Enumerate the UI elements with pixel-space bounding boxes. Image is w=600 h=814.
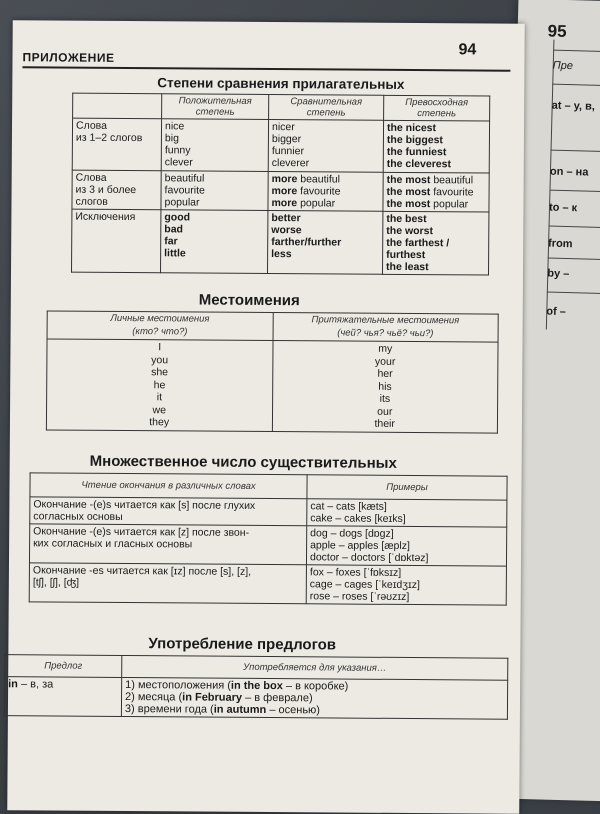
word: better <box>271 212 301 225</box>
column-header: Положительная степень <box>162 94 269 120</box>
column-header-line: Личные местоимения <box>110 312 210 325</box>
usage-text: – в коробке) <box>282 680 349 693</box>
word: the nicest <box>386 121 437 135</box>
word: nicer <box>271 121 295 134</box>
word <box>387 186 486 199</box>
usage-text: 1) местоположения ( <box>125 679 231 692</box>
word: bigger <box>271 133 302 146</box>
word: the worst <box>386 224 434 238</box>
divider <box>552 84 600 87</box>
usage-text: – в феврале) <box>242 691 313 705</box>
example: cake – cakes [keɪks] <box>310 512 406 525</box>
table-row <box>72 118 489 173</box>
rule-line: ких согласных и гласных основы <box>33 537 193 551</box>
word: funnier <box>271 145 305 158</box>
pronoun: you <box>151 353 169 366</box>
word-stem: beautiful <box>300 173 341 186</box>
column-header <box>47 311 273 341</box>
word-stem: favourite <box>300 185 341 198</box>
table-header-row <box>47 311 498 342</box>
example: dog – dogs [dɒgz] <box>310 527 394 540</box>
word: worse <box>271 224 302 237</box>
example: fox – foxes [ˈfɒksɪz] <box>309 566 402 579</box>
table-row <box>72 170 489 212</box>
plurals-title: Множественное число существительных <box>89 452 397 472</box>
page-number: 94 <box>458 41 477 59</box>
preposition: in <box>8 678 18 691</box>
row-label-line: из 1–2 слогов <box>75 131 143 145</box>
rule-line: Окончание -es читается как [ɪz] после [s], [z], <box>32 564 252 578</box>
word-stem: favourite <box>433 186 474 199</box>
word: farther/further <box>271 236 342 249</box>
word-prefix: more <box>271 197 298 210</box>
pronoun: our <box>377 405 393 418</box>
pronouns-table <box>46 310 499 433</box>
pronoun: they <box>149 416 170 429</box>
section-title: ПРИЛОЖЕНИЕ <box>22 50 115 65</box>
pronoun: his <box>378 380 392 393</box>
possessive-pronouns-cell <box>272 341 498 433</box>
table-row <box>46 339 498 433</box>
usage-text: 3) времени года ( <box>124 703 214 716</box>
column-header: Превосходная степень <box>384 95 490 121</box>
personal-pronouns-cell <box>46 339 272 431</box>
word-prefix: the most <box>386 197 431 211</box>
pronoun: my <box>378 342 393 355</box>
word: good <box>164 211 191 224</box>
table-header-row <box>73 93 490 121</box>
word: furthest <box>386 248 426 262</box>
row-label-line: Исключения <box>75 210 136 224</box>
word: the cleverest <box>386 157 452 171</box>
row-label-line: из 3 и более <box>75 183 137 197</box>
word: the best <box>386 212 427 226</box>
divider <box>547 292 600 295</box>
examples-cell <box>306 526 506 566</box>
row-label-line: Слова <box>75 119 108 132</box>
row-label-line: слогов <box>75 195 108 208</box>
rule-line: [tʃ], [ʃ], [ʤ] <box>32 576 80 589</box>
usage-cell <box>121 677 507 719</box>
word: funny <box>164 144 191 157</box>
pronoun: its <box>379 392 391 405</box>
next-page-row: from <box>547 237 573 251</box>
word <box>271 197 379 210</box>
comparative-cell <box>268 211 383 275</box>
row-label <box>72 209 161 273</box>
pronoun: their <box>374 417 395 430</box>
superlative-cell <box>383 172 489 212</box>
word-prefix: more <box>271 185 298 198</box>
word: favourite <box>164 184 205 197</box>
column-header: Примеры <box>307 475 507 500</box>
example: cat – cats [kæts] <box>310 500 387 513</box>
column-header: Предлог <box>5 655 122 678</box>
word: the farthest / <box>386 236 450 250</box>
word-stem: popular <box>300 197 336 210</box>
word <box>387 174 486 187</box>
prepositions-title: Употребление предлогов <box>148 635 337 654</box>
pronoun: we <box>152 403 167 416</box>
word-stem: popular <box>433 198 469 211</box>
column-header: Употребляется для указания… <box>122 655 508 680</box>
examples-cell <box>306 565 506 605</box>
word: the funniest <box>386 145 447 159</box>
example: rose – roses [ˈrəʊzɪz] <box>309 590 410 604</box>
rule-line: Окончание -(e)s читается как [z] после звон- <box>33 525 250 539</box>
rule-cell <box>30 497 307 526</box>
column-header: Сравнительная степень <box>269 95 384 121</box>
word <box>386 198 485 211</box>
next-page-row: at – у, в, <box>551 99 596 113</box>
pronoun: it <box>156 391 163 404</box>
pronoun: she <box>151 366 169 379</box>
table-row <box>30 497 507 527</box>
positive-cell <box>161 119 268 172</box>
divider <box>548 258 600 261</box>
adjectives-title: Степени сравнения прилагательных <box>157 75 405 92</box>
word: big <box>164 132 180 145</box>
rule-line: Окончание -(e)s читается как [s] после глухих <box>33 498 256 512</box>
row-label-line: Слова <box>75 171 107 184</box>
word: nice <box>164 120 185 133</box>
word <box>272 185 380 198</box>
word: far <box>164 235 178 248</box>
rule-cell <box>29 563 306 604</box>
table-row <box>29 563 506 605</box>
table-row <box>29 524 506 566</box>
table-row <box>4 677 507 720</box>
comparative-cell <box>268 120 383 173</box>
next-page-number: 95 <box>547 21 567 41</box>
pronoun: I <box>158 341 162 354</box>
word: the least <box>386 260 429 274</box>
word-stem: beautiful <box>433 174 474 187</box>
word <box>272 173 380 186</box>
column-header-line: (кто? что?) <box>132 325 188 337</box>
word: popular <box>164 196 200 209</box>
pronoun: he <box>153 378 166 391</box>
word-prefix: more <box>271 173 298 186</box>
usage-example: in the box <box>230 679 283 693</box>
comparative-cell <box>268 172 383 212</box>
table-header-row <box>30 473 507 500</box>
positive-cell <box>161 171 268 211</box>
word: beautiful <box>164 172 205 185</box>
word: less <box>271 248 292 261</box>
rule-cell <box>29 524 306 565</box>
column-header-line: (чей? чья? чьё? чьи?) <box>337 326 434 339</box>
usage-line <box>125 703 504 718</box>
prepositions-table <box>4 654 508 720</box>
empty-header-cell <box>73 93 162 119</box>
pronoun: your <box>374 355 396 368</box>
usage-text: 2) месяца ( <box>124 691 183 704</box>
row-label <box>72 170 161 210</box>
divider <box>549 190 600 193</box>
next-page-row: to – к <box>548 201 578 215</box>
column-header: Чтение окончания в различных словах <box>30 473 307 499</box>
next-page-row: on – на <box>549 165 589 179</box>
pronouns-title: Местоимения <box>198 291 300 310</box>
divider <box>553 50 600 53</box>
column-header <box>273 313 499 343</box>
superlative-cell <box>382 211 488 275</box>
word: the biggest <box>386 133 443 147</box>
example: cage – cages [ˈkeɪdʒɪz] <box>309 578 420 592</box>
examples-cell <box>307 499 507 527</box>
word: bad <box>164 223 184 236</box>
word-prefix: the most <box>386 185 431 199</box>
word: little <box>164 247 186 260</box>
header-rule <box>22 66 510 71</box>
usage-text: – осенью) <box>266 704 321 717</box>
next-page-row: by – <box>547 267 570 281</box>
divider <box>551 150 600 153</box>
example: apple – apples [æplz] <box>310 539 410 553</box>
superlative-cell <box>383 120 489 173</box>
column-header-line: Притяжательные местоимения <box>311 314 460 327</box>
preposition-translation: – в, за <box>17 678 54 691</box>
adjectives-table <box>71 93 490 276</box>
example: doctor – doctors [ˈdɒktəz] <box>309 551 429 565</box>
preposition-cell <box>4 677 121 717</box>
table-row <box>72 209 489 275</box>
positive-cell <box>161 210 268 274</box>
book-page <box>7 20 525 814</box>
word-prefix: the most <box>386 173 431 187</box>
word: cleverer <box>271 157 310 170</box>
usage-example: in autumn <box>213 703 267 717</box>
plurals-table <box>29 472 508 605</box>
pronoun: her <box>377 367 393 380</box>
rule-line: согласных основы <box>33 510 123 524</box>
usage-example: in February <box>182 691 243 704</box>
next-page-row: Пре <box>552 59 574 73</box>
word: clever <box>164 156 193 169</box>
next-page-row: of – <box>546 305 567 319</box>
divider <box>549 226 600 229</box>
row-label <box>72 118 161 171</box>
